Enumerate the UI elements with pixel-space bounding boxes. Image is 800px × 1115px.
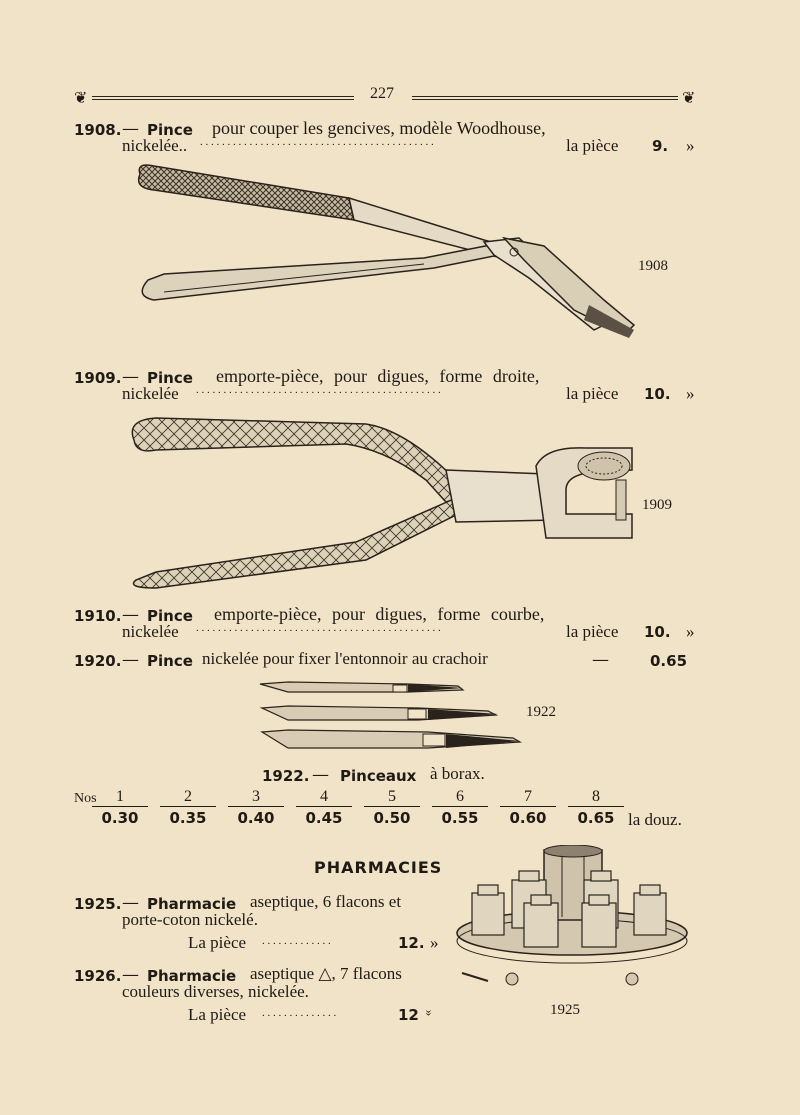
size-column — [432, 788, 488, 827]
price: 0.65 — [650, 652, 688, 670]
entry-dash: — — [122, 605, 139, 625]
size-price: 0.30 — [92, 806, 148, 827]
nos-label: Nos — [74, 791, 97, 806]
entry-number: 1908. — [74, 121, 122, 139]
entry-line2: couleurs diverses, nickelée. — [122, 982, 309, 1001]
page-number: 227 — [370, 85, 394, 102]
entry-description: emporte-pièce, pour digues, forme courbe, — [214, 604, 545, 624]
price: 10. — [644, 623, 671, 641]
entry-separator: — — [592, 650, 609, 670]
guillemet: » — [686, 384, 695, 403]
size-column — [160, 788, 216, 827]
size-price: 0.45 — [296, 806, 352, 827]
entry-line2: nickelée — [122, 622, 179, 641]
entry-line2: porte-coton nickelé. — [122, 910, 258, 929]
price: 12 — [398, 1006, 419, 1024]
figure-label: 1922 — [526, 704, 556, 720]
size-price: 0.35 — [160, 806, 216, 827]
unit-label: la pièce — [566, 384, 619, 403]
entry-number: 1909. — [74, 369, 122, 387]
entry-number: 1910. — [74, 607, 122, 625]
size-price: 0.55 — [432, 806, 488, 827]
entry-title: Pince — [147, 652, 193, 670]
unit-label: La pièce — [188, 933, 247, 952]
header-rule-left — [92, 96, 354, 100]
leader-dots: . . . . . . . . . . . . . . . . . . . . . . . . . . . . . . . . . . . . . . . . . . . — [200, 136, 434, 148]
entry-dash: — — [122, 119, 139, 139]
header-rule-right — [412, 96, 678, 100]
leader-dots: . . . . . . . . . . . . . — [262, 935, 331, 947]
entry-title: Pince — [147, 369, 193, 387]
fleuron-right-icon: ❦ — [682, 88, 696, 107]
figure-label: 1909 — [642, 497, 672, 513]
figure-label: 1908 — [638, 258, 668, 274]
entry-number: 1926. — [74, 967, 122, 985]
borax-brushes-illustration — [258, 678, 523, 753]
entry-line2: nickelée — [122, 384, 179, 403]
pharmacy-kit-illustration — [452, 845, 692, 990]
entry-dash: — — [122, 650, 139, 670]
entry-title: Pince — [147, 607, 193, 625]
entry-number: 1920. — [74, 652, 122, 670]
size-column — [500, 788, 556, 827]
guillemet: » — [422, 1009, 438, 1017]
leader-dots: . . . . . . . . . . . . . . — [262, 1007, 337, 1019]
entry-dash: — — [122, 367, 139, 387]
price: 12. — [398, 934, 425, 952]
entry-description: nickelée pour fixer l'entonnoir au crachoir — [202, 649, 488, 668]
forceps-illustration — [134, 160, 644, 345]
size-number: 3 — [252, 788, 260, 805]
fleuron-left-icon: ❦ — [74, 88, 88, 107]
entry-number: 1922. — [262, 767, 310, 785]
size-column — [568, 788, 624, 827]
entry-title: Pince — [147, 121, 193, 139]
unit-label: la douz. — [628, 810, 682, 829]
entry-dash: — — [312, 765, 329, 785]
entry-description: emporte-pièce, pour digues, forme droite, — [216, 366, 540, 386]
punch-forceps-illustration — [126, 410, 638, 600]
guillemet: » — [430, 933, 439, 952]
size-number: 6 — [456, 788, 464, 805]
entry-line2: nickelée.. — [122, 136, 188, 155]
size-number: 7 — [524, 788, 532, 805]
guillemet: » — [686, 622, 695, 641]
entry-description: à borax. — [430, 764, 485, 783]
entry-title: Pharmacie — [147, 895, 237, 913]
entry-title: Pinceaux — [340, 767, 417, 785]
size-price: 0.65 — [568, 806, 624, 827]
entry-description: aseptique △, 7 flacons — [250, 964, 402, 983]
size-price: 0.40 — [228, 806, 284, 827]
size-number: 8 — [592, 788, 600, 805]
size-column — [296, 788, 352, 827]
size-column — [364, 788, 420, 827]
size-column — [92, 788, 148, 827]
entry-description: aseptique, 6 flacons et — [250, 892, 402, 911]
size-number: 4 — [320, 788, 328, 805]
unit-label: La pièce — [188, 1005, 247, 1024]
entry-title: Pharmacie — [147, 967, 237, 985]
entry-number: 1925. — [74, 895, 122, 913]
size-price: 0.50 — [364, 806, 420, 827]
size-number: 1 — [116, 788, 124, 805]
size-number: 2 — [184, 788, 192, 805]
entry-dash: — — [122, 965, 139, 985]
guillemet: » — [686, 136, 695, 155]
leader-dots: . . . . . . . . . . . . . . . . . . . . . . . . . . . . . . . . . . . . . . . . . . . . . — [196, 384, 441, 396]
unit-label: la pièce — [566, 622, 619, 641]
leader-dots: . . . . . . . . . . . . . . . . . . . . . . . . . . . . . . . . . . . . . . . . . . . . . — [196, 622, 441, 634]
entry-dash: — — [122, 893, 139, 913]
size-column — [228, 788, 284, 827]
section-title: PHARMACIES — [314, 858, 443, 877]
figure-label: 1925 — [550, 1002, 580, 1018]
size-price: 0.60 — [500, 806, 556, 827]
unit-label: la pièce — [566, 136, 619, 155]
price: 10. — [644, 385, 671, 403]
size-number: 5 — [388, 788, 396, 805]
price: 9. — [652, 137, 669, 155]
entry-description: pour couper les gencives, modèle Woodhouse, — [212, 118, 546, 138]
